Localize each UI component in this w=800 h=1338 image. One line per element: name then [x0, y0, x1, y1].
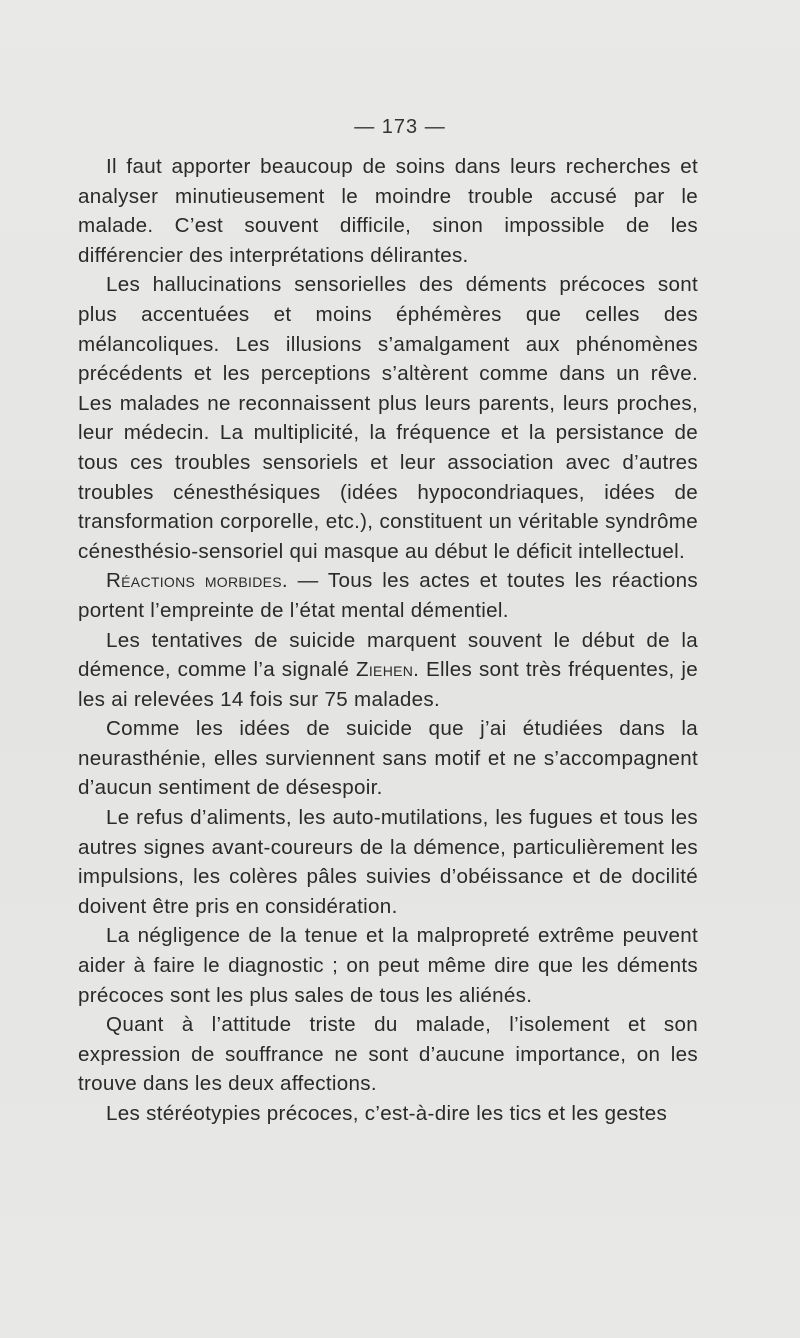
paragraph-5: Comme les idées de suicide que j’ai étudiées dans la neurasthénie, elles surviennent sans motif et ne s’accompagnent d’aucun sentiment de désespoir. — [78, 717, 698, 800]
section-heading-reactions-morbides: Réactions morbides. — [106, 569, 288, 593]
paragraph-2: Les hallucinations sensorielles des déments précoces sont plus accentuées et moins éphémères que celles des mélancoliques. Les illusions s’amalgament aux phénomènes précédents et les perceptions s’altèrent comme dans un rêve. Les malades ne reconnaissent plus leurs parents, leurs proches, leur médecin. La multiplicité, la fréquence et la persistance de tous ces troubles sensoriels et leur association avec d’autres troubles cénesthésiques (idées hypocondriaques, idées de transformation corporelle, etc.), constituent un véritable syndrôme cénesthésio-sensoriel qui masque au début le déficit intellectuel. — [78, 273, 698, 563]
paragraph-1: Il faut apporter beaucoup de soins dans leurs recherches et analyser minutieusement le moindre trouble accusé par le malade. C’est souvent difficile, sinon impossible de les différencier des interprétations délirantes. — [78, 155, 698, 267]
paragraph-4 — [78, 626, 698, 715]
author-name: Ziehen — [355, 658, 414, 682]
paragraph-6: Le refus d’aliments, les auto-mutilations, les fugues et tous les autres signes avant-coureurs de la démence, particulièrement les impulsions, les colères pâles suivies d’obéissance et de docilité doivent être pris en considération. — [78, 806, 698, 918]
paragraph-3 — [78, 566, 698, 625]
paragraph-3-text: — Tous les actes et toutes les réactions portent l’empreinte de l’état mental démentiel. — [78, 569, 698, 622]
paragraph-8: Quant à l’attitude triste du malade, l’isolement et son expression de souffrance ne sont d’aucune importance, on les trouve dans les deux affections. — [78, 1013, 698, 1096]
page-number: — 173 — — [354, 116, 446, 138]
paragraph-7: La négligence de la tenue et la malpropreté extrême peuvent aider à faire le diagnostic ; on peut même dire que les déments précoces sont les plus sales de tous les aliénés. — [78, 924, 698, 1007]
paragraph-4-after: . Elles sont très fréquentes, je les ai relevées 14 fois sur 75 malades. — [78, 658, 699, 711]
paragraph-4-before: Les tentatives de suicide marquent souvent le début de la démence, comme l’a signalé — [78, 628, 698, 682]
paragraph-9: Les stéréotypies précoces, c’est-à-dire les tics et les gestes — [106, 1102, 668, 1125]
body-text — [78, 152, 698, 1129]
